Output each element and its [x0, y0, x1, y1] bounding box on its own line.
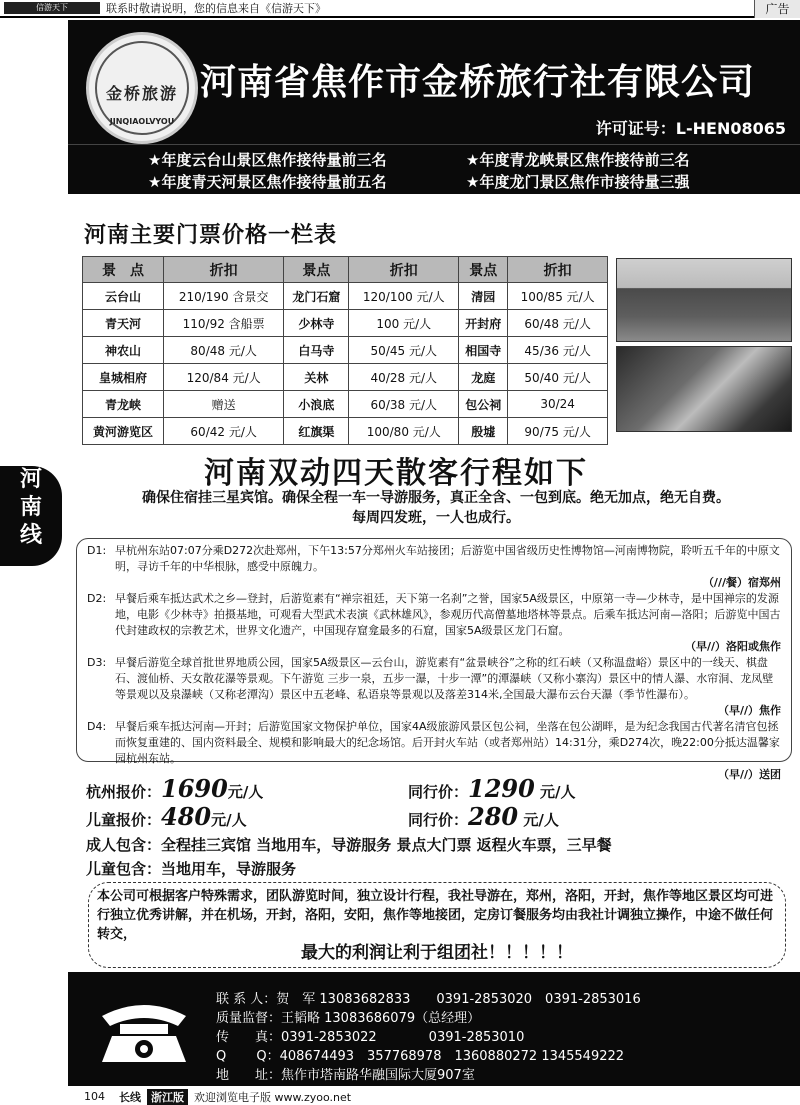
scenic-spot-cell: 黄河游览区 [83, 418, 164, 445]
column-header: 折扣 [163, 257, 283, 283]
company-name: 河南省焦作市金桥旅行社有限公司 [200, 62, 756, 103]
price-label: 杭州报价： [86, 783, 162, 801]
day-meals: （早//）洛阳或焦作 [684, 640, 781, 653]
day-label: D1: [87, 544, 107, 557]
fax-numbers: 传 真：0391-2853022 0391-2853010 [216, 1030, 525, 1045]
price-cell: 100 元/人 [349, 310, 459, 337]
edition-tag: 浙江版 [147, 1089, 188, 1105]
scenic-spot-cell: 白马寺 [284, 337, 349, 364]
table-header-row [83, 257, 608, 283]
table-row [83, 337, 608, 364]
price-cell: 120/100 元/人 [349, 283, 459, 310]
footer-website: 欢迎浏览电子版 www.zyoo.net [194, 1090, 352, 1104]
custom-service-note [88, 882, 786, 968]
top-bar [0, 0, 800, 18]
itinerary-day [87, 543, 781, 591]
price-cell: 50/45 元/人 [349, 337, 459, 364]
scenic-spot-cell: 青天河 [83, 310, 164, 337]
column-header: 景 点 [83, 257, 164, 283]
scenic-spot-cell: 关林 [284, 364, 349, 391]
service-guarantee [76, 488, 796, 528]
license-number: 许可证号：L-HEN08065 [595, 119, 786, 138]
price-label: 儿童报价： [86, 811, 162, 829]
award-item: ★年度青天河景区焦作接待量前五名 [148, 173, 387, 191]
child-price [86, 802, 247, 831]
scenic-spot-cell: 神农山 [83, 337, 164, 364]
day-label: D2: [87, 592, 107, 605]
table-row [83, 310, 608, 337]
day-text: 早餐后游览全球首批世界地质公园，国家5A级景区—云台山，游览素有“盆景峡谷”之称的红石峡（又称温盘峪）景区中的一线天、棋盘石、渡仙桥、天女散花瀑等景观。下午游览 三步一泉，五步一瀑，十步一潭”的潭瀑峡（又称小寨沟）景区中的情人瀑、水帘洞、龙凤壁等景观以及泉瀑峡（又称老潭沟）景区中五老峰、私语泉等景观以及落差314米,全国最大瀑布云台天瀑（季节性瀑布）。 [115, 656, 774, 701]
price-unit: 元/人 [523, 811, 559, 829]
tour-section-title: 河南双动四天散客行程如下 [204, 456, 588, 491]
guarantee-line: 每周四发班，一人也成行。 [352, 510, 520, 526]
price-cell: 40/28 元/人 [349, 364, 459, 391]
temple-photo [616, 258, 792, 342]
side-tab-char: 线 [19, 523, 42, 548]
price-label: 同行价： [408, 783, 469, 801]
award-item: ★年度云台山景区焦作接待量前三名 [148, 151, 387, 169]
price-cell: 60/42 元/人 [163, 418, 283, 445]
itinerary-box [76, 538, 792, 781]
price-unit: 元/人 [540, 783, 576, 801]
price-unit: 元/人 [211, 811, 247, 829]
table-row [83, 283, 608, 310]
side-tab-char: 南 [19, 495, 42, 520]
day-meals: （早//）送团 [717, 768, 781, 781]
day-meals: （早//）焦作 [717, 704, 781, 717]
scenic-spot-cell: 清园 [459, 283, 508, 310]
scenic-spot-cell: 龙庭 [459, 364, 508, 391]
price-cell: 45/36 元/人 [508, 337, 608, 364]
waterfall-photo [616, 346, 792, 432]
ad-label: 广告 [754, 0, 800, 18]
quality-supervisor: 质量监督：王韬略 13083686079（总经理） [216, 1011, 481, 1026]
day-label: D4: [87, 720, 107, 733]
scenic-spot-cell: 红旗渠 [284, 418, 349, 445]
scenic-spot-cell: 相国寺 [459, 337, 508, 364]
itinerary-day [87, 591, 781, 655]
contact-person: 联 系 人：贺 军 13083682833 0391-2853020 0391-2853016 [216, 992, 641, 1007]
price-cell: 210/190 含景交 [163, 283, 283, 310]
day-text: 早杭州东站07:07分乘D272次赴郑州，下午13:57分郑州火车站接团；后游览中国省级历史性博物馆—河南博物院，聆听五千年的中原文明，寻访千年的中华根脉，感受中原魄力。 [115, 544, 780, 573]
ticket-price-table [82, 256, 608, 445]
guarantee-line: 确保住宿挂三星宾馆。确保全程一车一导游服务，真正全含、一包到底。绝无加点，绝无自费。 [142, 490, 730, 506]
price-value: 1690 [161, 774, 228, 803]
scenic-spot-cell: 云台山 [83, 283, 164, 310]
scenic-spot-cell: 皇城相府 [83, 364, 164, 391]
hangzhou-adult-price [86, 774, 263, 803]
price-cell: 100/80 元/人 [349, 418, 459, 445]
table-row [83, 418, 608, 445]
price-unit: 元/人 [227, 783, 264, 801]
page-footer [0, 1088, 800, 1105]
address: 地 址：焦作市塔南路华融国际大厦907室 [216, 1068, 475, 1083]
day-text: 早餐后乘车抵达武术之乡—登封，后游览素有“禅宗祖廷，天下第一名刹”之誉，国家5A级景区，中原第一寺—少林寺，是中国禅宗的发源地，电影《少林寺》拍摄基地，可观看大型武术表演《武林雄风》，参观历代高僧墓地塔林等景点。后乘车抵达河南—洛阳；后游览中国古代封建政权的宗教艺术，世界文化遗产，中国现存窟龛最多的石窟，国家5A级景区龙门石窟。 [115, 592, 781, 637]
price-value: 1290 [468, 774, 535, 803]
price-cell: 120/84 元/人 [163, 364, 283, 391]
section-name: 长线 [119, 1090, 141, 1104]
scenic-spot-cell: 青龙峡 [83, 391, 164, 418]
logo-en-text: JINQIAOLVYOU [109, 117, 175, 126]
award-item: ★年度青龙峡景区焦作接待前三名 [466, 151, 690, 169]
child-inclusions: 儿童包含：当地用车，导游服务 [86, 860, 297, 878]
scenic-spot-cell: 龙门石窟 [284, 283, 349, 310]
price-value: 480 [161, 802, 212, 831]
telephone-icon [96, 996, 192, 1066]
price-cell: 60/38 元/人 [349, 391, 459, 418]
scenic-spot-cell: 开封府 [459, 310, 508, 337]
peer-adult-price [408, 774, 576, 803]
price-cell: 50/40 元/人 [508, 364, 608, 391]
price-cell: 100/85 元/人 [508, 283, 608, 310]
table-row [83, 391, 608, 418]
price-value: 280 [468, 802, 519, 831]
scenic-spot-cell: 包公祠 [459, 391, 508, 418]
contact-panel [68, 972, 800, 1086]
price-cell: 60/48 元/人 [508, 310, 608, 337]
side-tab-char: 河 [19, 467, 42, 492]
price-cell: 30/24 [508, 391, 608, 418]
day-text: 早餐后乘车抵达河南—开封；后游览国家文物保护单位，国家4A级旅游风景区包公祠，坐落在包公湖畔，是为纪念我国古代著名清官包拯而恢复重建的、国内资料最全、规模和影响最大的纪念场馆。后开封火车站（或者郑州站）14:31分，乘D274次，晚22:00分抵达温馨家园杭州东站。 [115, 720, 780, 765]
qq-numbers: Q Q：408674493 357768978 1360880272 1345549222 [216, 1049, 625, 1064]
price-cell: 赠送 [163, 391, 283, 418]
company-header [68, 20, 800, 194]
column-header: 景点 [284, 257, 349, 283]
ticket-section-title: 河南主要门票价格一栏表 [84, 223, 338, 248]
top-notice: 联系时敬请说明，您的信息来自《信游天下》 [106, 2, 326, 15]
note-text: 本公司可根据客户特殊需求，团队游览时间，独立设计行程，我社导游在，郑州，洛阳，开封，焦作等地区景区均可进行独立优秀讲解，并在机场，开封，洛阳，安阳，焦作等地接团，定房订餐服务均由我社计调独立操作，中途不做任何转交， [97, 889, 774, 942]
company-logo [86, 32, 198, 144]
day-meals: （///餐）宿郑州 [702, 576, 781, 589]
scenic-spot-cell: 少林寺 [284, 310, 349, 337]
price-cell: 110/92 含船票 [163, 310, 283, 337]
day-label: D3: [87, 656, 107, 669]
award-item: ★年度龙门景区焦作市接待量三强 [466, 173, 690, 191]
scenic-spot-cell: 殷墟 [459, 418, 508, 445]
logo-cn-text: 金桥旅游 [105, 84, 178, 103]
note-highlight: 最大的利润让利于组团社！！！！！ [301, 943, 573, 963]
scenic-spot-cell: 小浪底 [284, 391, 349, 418]
column-header: 折扣 [349, 257, 459, 283]
awards-list [68, 144, 800, 192]
route-side-tab [0, 466, 62, 566]
price-cell: 90/75 元/人 [508, 418, 608, 445]
publication-logo: 信游天下 [4, 2, 100, 14]
adult-inclusions: 成人包含：全程挂三宾馆 当地用车，导游服务 景点大门票 返程火车票，三早餐 [86, 836, 612, 854]
peer-child-price [408, 802, 559, 831]
price-label: 同行价： [408, 811, 469, 829]
itinerary-day [87, 655, 781, 719]
price-cell: 80/48 元/人 [163, 337, 283, 364]
column-header: 景点 [459, 257, 508, 283]
table-row [83, 364, 608, 391]
page-number: 104 [84, 1090, 105, 1103]
column-header: 折扣 [508, 257, 608, 283]
